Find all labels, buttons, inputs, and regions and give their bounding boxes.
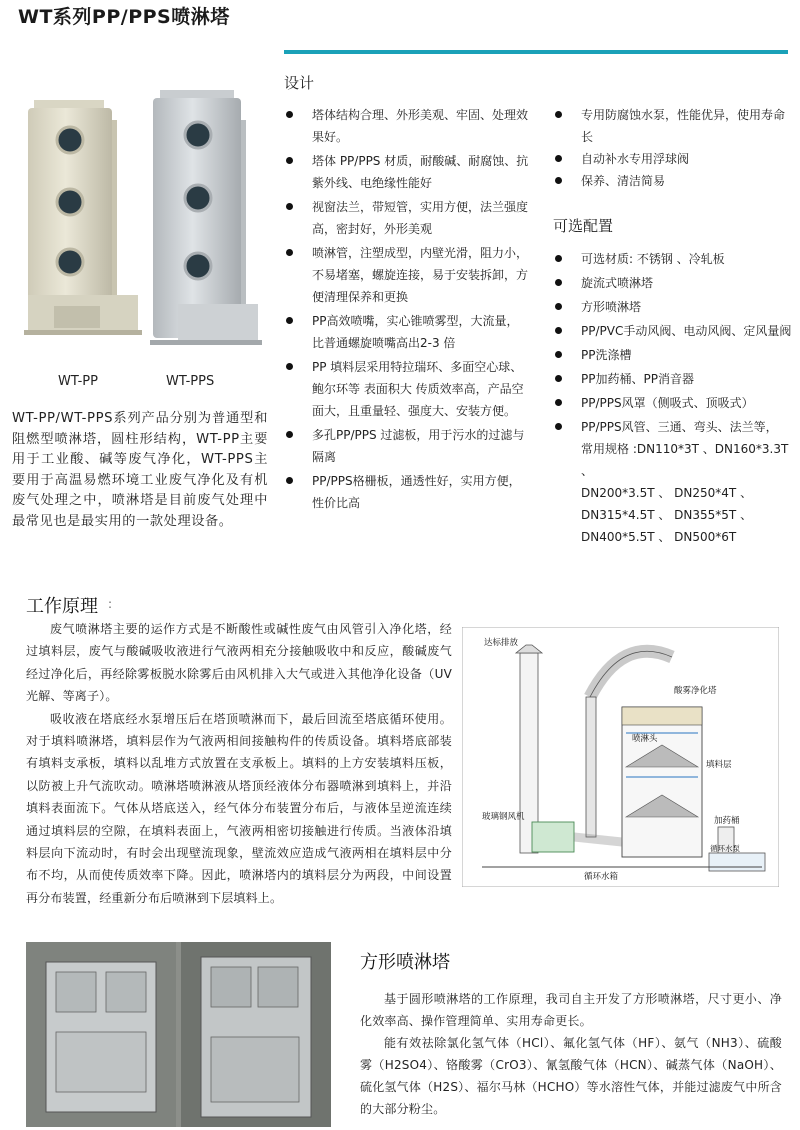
process-diagram	[462, 627, 779, 887]
options-heading: 可选配置	[553, 217, 614, 235]
square-heading: 方形喷淋塔	[360, 952, 450, 973]
spec-line: 常用规格 :DN110*3T 、DN160*3.3T 、	[581, 442, 789, 478]
list-item: PP/PPS风管、三通、弯头、法兰等，	[551, 416, 796, 438]
list-item: 可选材质: 不锈钢 、冷轧板	[551, 248, 796, 270]
accent-bar	[284, 50, 788, 54]
list-item: PP 填料层采用特拉瑞环、多面空心球、鲍尔环等 表面积大 传质效率高，产品空面大，且重量轻、强度大、安装方便。	[282, 356, 530, 422]
list-item: 专用防腐蚀水泵，性能优异，使用寿命长	[551, 104, 791, 148]
label-pool: 循环水箱	[584, 872, 619, 882]
caption-wt-pps: WT-PPS	[166, 374, 215, 389]
paragraph: 吸收液在塔底经水泵增压后在塔顶喷淋而下，最后回流至塔底循环使用。对于填料喷淋塔，填料层作为气液两相间接触构件的传质设备。填料塔底部装有填料支承板，填料以乱堆方式放置在支承板上。填料的上方安装填料压板，以防被上升气流吹动。喷淋塔喷淋液从塔顶经液体分布器喷淋到填料上，并沿填料表面流下。气体从塔底送入，经气体分布装置分布后，与液体呈逆流连续通过填料层的空隙，在填料表面上，气液两相密切接触进行传质。当液体沿填料层向下流动时，有时会出现壁流现象，壁流效应造成气液两相在填料层中分布不均，从而使传质效率下降。因此，喷淋塔内的填料层分为两段，中间设置再分布装置，经重新分布后喷淋到下层填料上。	[26, 711, 452, 905]
list-item: PP洗涤槽	[551, 344, 796, 366]
spec-line: DN200*3.5T 、 DN250*4T 、	[581, 486, 753, 500]
label-spray: 喷淋头	[632, 734, 658, 744]
working-heading: 工作原理	[26, 596, 98, 617]
list-item: 旋流式喷淋塔	[551, 272, 796, 294]
list-item: 喷淋管，注塑成型，内壁光滑，阻力小，不易堵塞，螺旋连接，易于安装拆卸，方便清理保养和更换	[282, 242, 530, 308]
options-list	[551, 248, 796, 548]
list-item: PP/PPS风罩（侧吸式、顶吸式）	[551, 392, 796, 414]
intro-paragraph: WT-PP/WT-PPS系列产品分别为普通型和阻燃型喷淋塔，圆柱形结构，WT-PP主要用于工业酸、碱等废气净化，WT-PPS主要用于高温易燃环境工业废气净化及有机废气处理之中，喷淋塔是目前废气处理中最常见也是最实用的一款处理设备。	[12, 411, 268, 529]
label-tower: 酸雾净化塔	[674, 686, 717, 696]
list-item: PP高效喷嘴，实心锥喷雾型，大流量，比普通螺旋喷嘴高出2-3 倍	[282, 310, 530, 354]
spec-line: DN315*4.5T 、 DN355*5T 、	[581, 508, 753, 522]
list-item: 塔体 PP/PPS 材质，耐酸碱、耐腐蚀、抗紫外线、电绝缘性能好	[282, 150, 530, 194]
square-text	[360, 988, 782, 1120]
label-pump: 循环水泵	[710, 844, 740, 853]
page-title: WT系列PP/PPS喷淋塔	[18, 6, 230, 28]
list-item: 多孔PP/PPS 过滤板，用于污水的过滤与隔离	[282, 424, 530, 468]
feature-list	[551, 104, 791, 192]
design-list	[282, 104, 530, 516]
design-heading: 设计	[284, 74, 315, 92]
list-item: 方形喷淋塔	[551, 296, 796, 318]
working-colon: :	[108, 597, 113, 611]
spec-line: DN400*5.5T 、 DN500*6T	[581, 530, 737, 544]
list-item: PP/PPS格栅板，通透性好，实用方便，性价比高	[282, 470, 530, 514]
caption-wt-pp: WT-PP	[58, 374, 98, 389]
list-item: 保养、清洁简易	[551, 170, 791, 192]
product-photo	[10, 80, 262, 375]
list-item: 自动补水专用浮球阀	[551, 148, 791, 170]
square-tower-photo	[26, 942, 331, 1127]
paragraph: 能有效祛除氯化氢气体（HCl）、氟化氢气体（HF）、氨气（NH3）、硫酸雾（H2SO4）、铬酸雾（CrO3）、氰氢酸气体（HCN）、碱蒸气体（NaOH）、硫化氢气体（H2S）、福尔马林（HCHO）等水溶性气体，并能过滤废气中所含的大部分粉尘。	[360, 1036, 782, 1116]
label-fan: 玻璃钢风机	[482, 812, 525, 822]
list-item: 塔体结构合理、外形美观、牢固、处理效果好。	[282, 104, 530, 148]
working-text	[26, 618, 452, 909]
list-item: 视窗法兰，带短管，实用方便，法兰强度高，密封好，外形美观	[282, 196, 530, 240]
paragraph: 基于圆形喷淋塔的工作原理，我司自主开发了方形喷淋塔，尺寸更小、净化效率高、操作管理简单、实用寿命更长。	[360, 992, 782, 1028]
label-dosing: 加药桶	[714, 816, 740, 826]
list-item: PP/PVC手动风阀、电动风阀、定风量阀	[551, 320, 796, 342]
label-packing: 填料层	[706, 760, 732, 770]
paragraph: 废气喷淋塔主要的运作方式是不断酸性或碱性废气由风管引入净化塔，经过填料层，废气与酸碱吸收液进行气液两相充分接触吸收中和反应，酸碱废气经过净化后，再经除雾板脱水除雾后由风机排入大气或进入其他净化设备（UV光解、等离子）。	[26, 622, 452, 704]
label-exhaust: 达标排放	[484, 638, 519, 648]
list-item: PP加药桶、PP消音器	[551, 368, 796, 390]
